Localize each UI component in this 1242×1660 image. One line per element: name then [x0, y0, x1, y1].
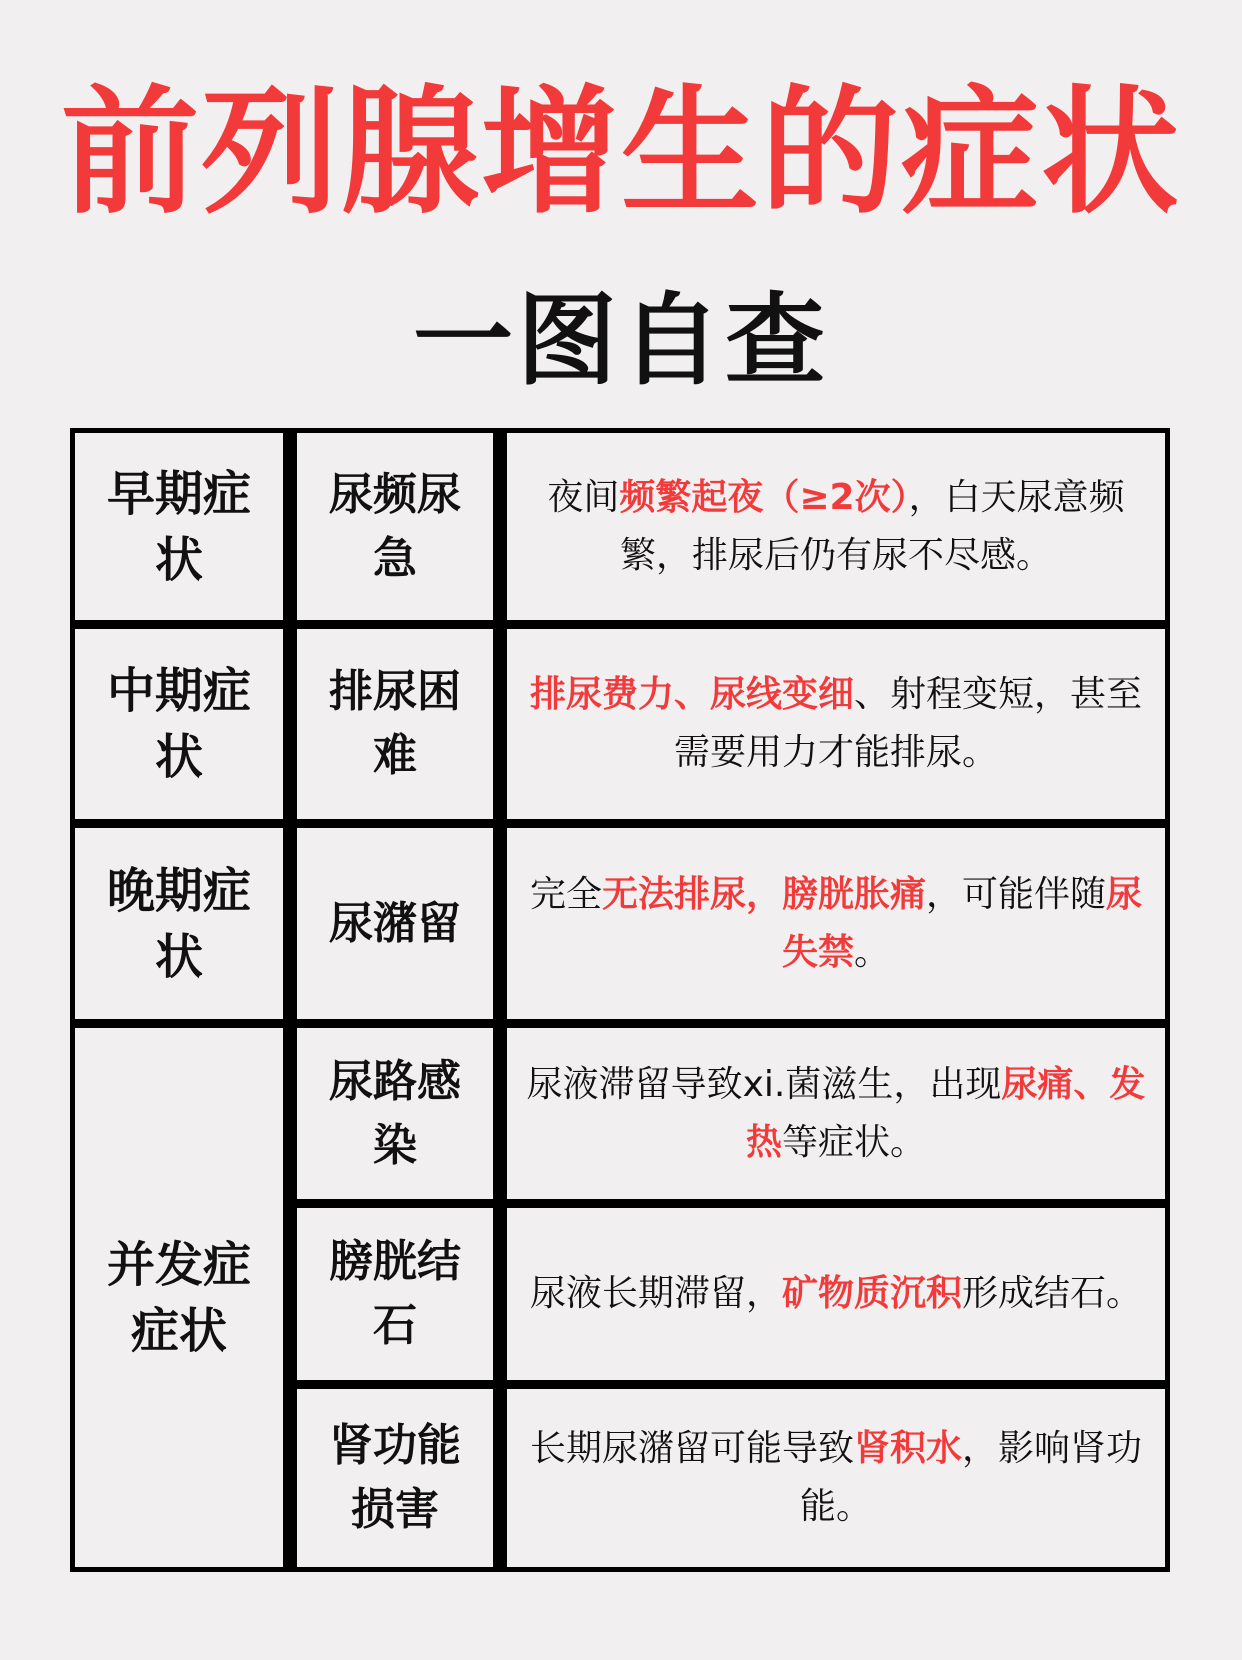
- description-text: [525, 666, 1147, 782]
- symptom-cell: 膀胱结石: [329, 1236, 461, 1351]
- highlight-text: 尿痛、发热: [745, 1063, 1146, 1163]
- stage-cell: 并发症症状: [106, 1236, 251, 1359]
- page-subtitle: 一图自查: [413, 282, 829, 399]
- row-divider-5: [283, 1380, 1165, 1389]
- description-text: [530, 1265, 1142, 1323]
- highlight-text: 排尿费力、尿线变细: [529, 674, 854, 715]
- stage-cell: 早期症状: [106, 465, 251, 588]
- description-segment: 。: [854, 931, 891, 973]
- description-segment: ，可能伴随: [926, 873, 1107, 915]
- description-segment: 形成结石。: [962, 1273, 1143, 1314]
- description-segment: 夜间: [547, 476, 620, 518]
- symptom-table: [70, 428, 1170, 1572]
- symptom-cell: 肾功能损害: [329, 1420, 461, 1535]
- description-segment: 、射程变短，甚至需要用力才能排尿。: [673, 674, 1143, 773]
- row-divider-1: [75, 620, 1165, 629]
- description-cell: [507, 433, 1165, 620]
- highlight-text: 尿失禁: [781, 873, 1143, 973]
- symptom-cell: 尿潴留: [329, 897, 461, 949]
- column-divider-1: [283, 433, 297, 1567]
- description-segment: 尿液长期滞留，: [529, 1273, 782, 1314]
- description-segment: ，影响肾功能。: [799, 1428, 1143, 1527]
- description-segment: 等症状。: [782, 1121, 927, 1163]
- highlight-text: 肾积水: [853, 1428, 962, 1469]
- description-cell: [507, 1389, 1165, 1567]
- description-segment: 完全: [529, 873, 602, 915]
- description-cell: [507, 828, 1165, 1019]
- row-divider-2: [75, 819, 1165, 828]
- highlight-text: 无法排尿，膀胱胀痛: [601, 873, 926, 915]
- symptom-cell: 尿频尿急: [329, 468, 461, 584]
- page-title: 前列腺增生的症状: [60, 72, 1181, 233]
- row-divider-4: [283, 1199, 1165, 1208]
- stage-cell: 晚期症状: [106, 862, 251, 985]
- description-text: [525, 469, 1147, 585]
- description-cell: [507, 629, 1165, 819]
- column-divider-2: [493, 433, 507, 1567]
- description-text: [525, 866, 1147, 982]
- description-segment: 尿液滞留导致xi.菌滋生，出现: [526, 1063, 1002, 1105]
- description-cell: [507, 1028, 1165, 1199]
- description-segment: ，白天尿意频繁，排尿后仍有尿不尽感。: [619, 476, 1125, 576]
- stage-cell: 中期症状: [106, 663, 251, 785]
- symptom-cell: 排尿困难: [329, 666, 461, 781]
- description-cell: [507, 1208, 1165, 1380]
- description-segment: 长期尿潴留可能导致: [529, 1428, 854, 1469]
- description-text: [525, 1056, 1147, 1172]
- description-text: [525, 1420, 1147, 1536]
- highlight-text: 频繁起夜（≥2次）: [619, 476, 909, 518]
- symptom-cell: 尿路感染: [329, 1055, 461, 1171]
- row-divider-3: [75, 1019, 1165, 1028]
- highlight-text: 矿物质沉积: [781, 1273, 962, 1314]
